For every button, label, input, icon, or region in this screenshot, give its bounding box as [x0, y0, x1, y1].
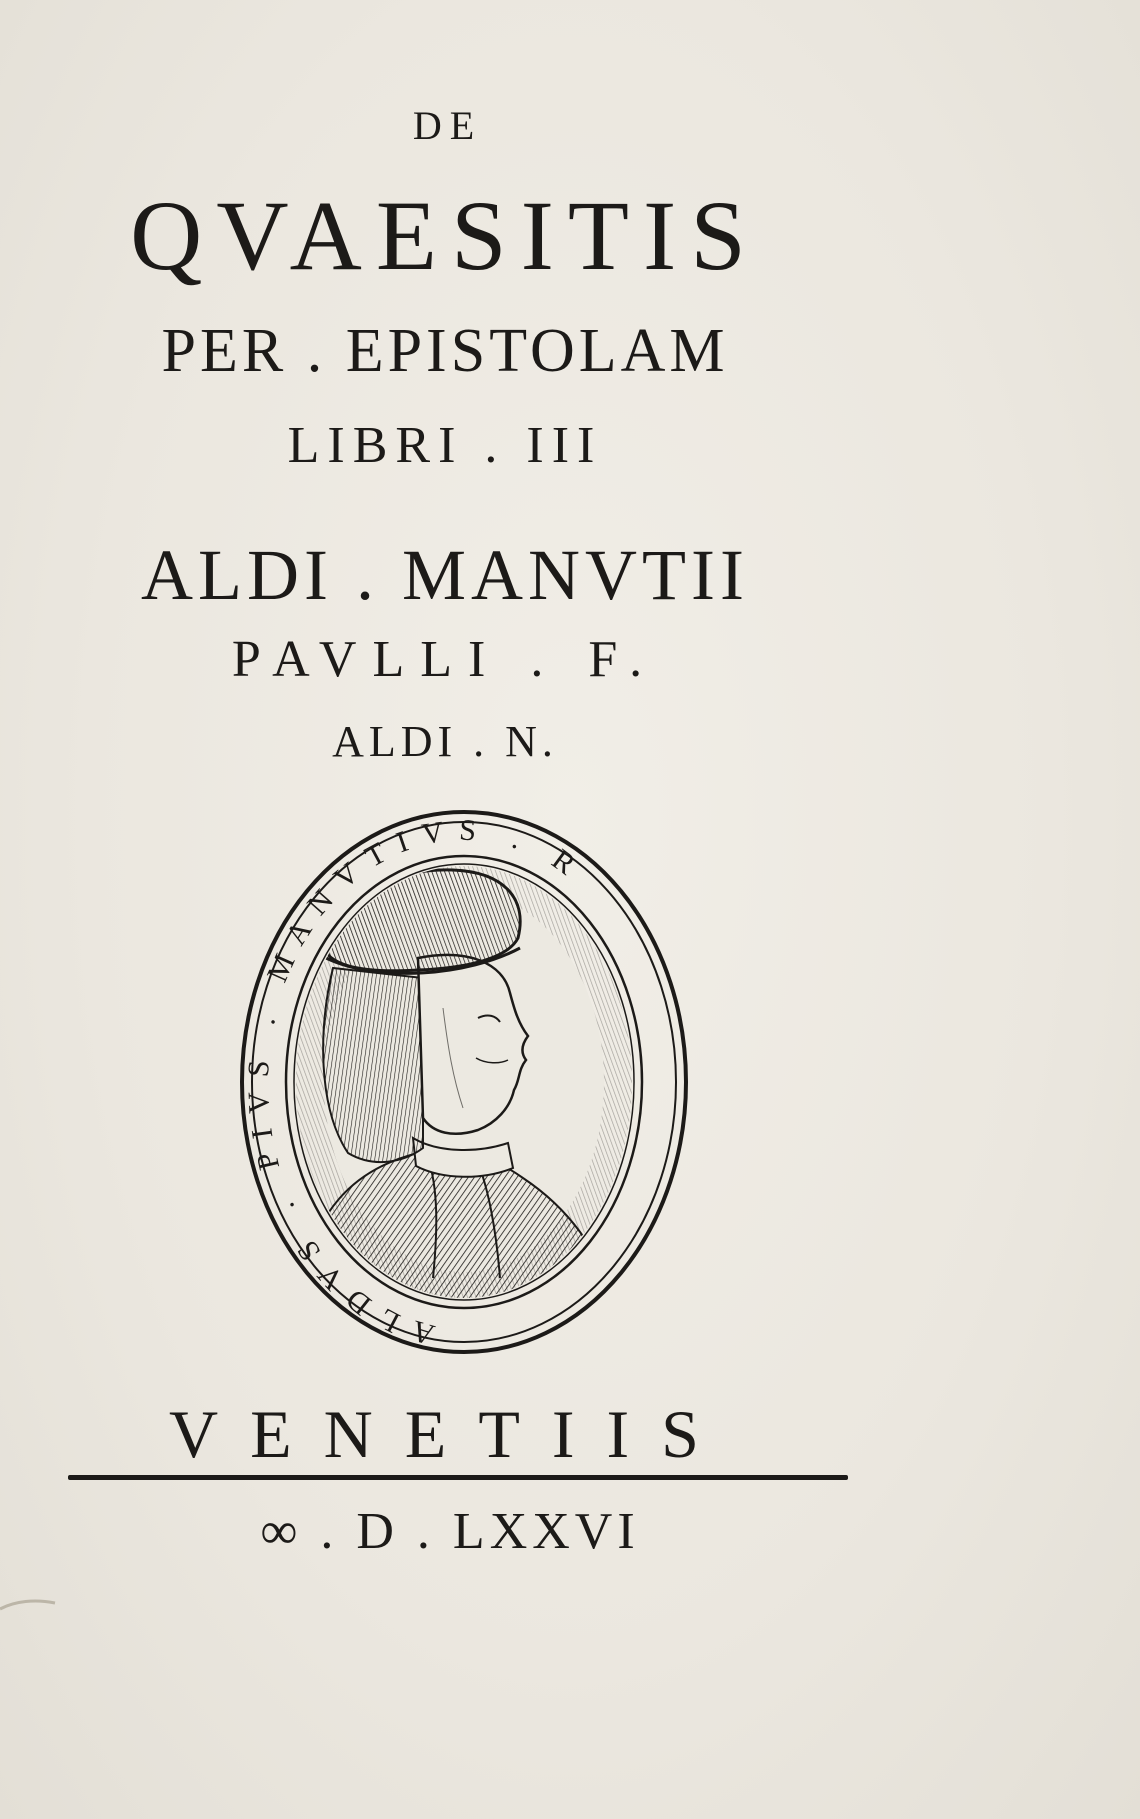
portrait-medallion	[238, 808, 690, 1356]
author-line-aldi-n: ALDI . N.	[332, 717, 558, 766]
paper-smudge	[0, 1595, 60, 1619]
imprint-date: ∞ . D . LXXVI	[260, 1503, 640, 1560]
author-line-paulli: PAVLLI . F.	[231, 631, 659, 688]
imprint-place: VENETIIS	[169, 1396, 731, 1472]
title-line-libri: LIBRI . III	[287, 417, 603, 474]
title-line-de: DE	[412, 103, 483, 148]
medallion-inscription: ALDVS . PIVS . MANVTIVS . R	[241, 813, 593, 1352]
author-line-aldi-manutii: ALDI . MANVTII	[141, 535, 749, 615]
title-line-per-epistolam: PER . EPISTOLAM	[161, 317, 729, 385]
title-line-quaesitis: QVAESITIS	[130, 180, 760, 291]
imprint-rule	[68, 1475, 848, 1480]
